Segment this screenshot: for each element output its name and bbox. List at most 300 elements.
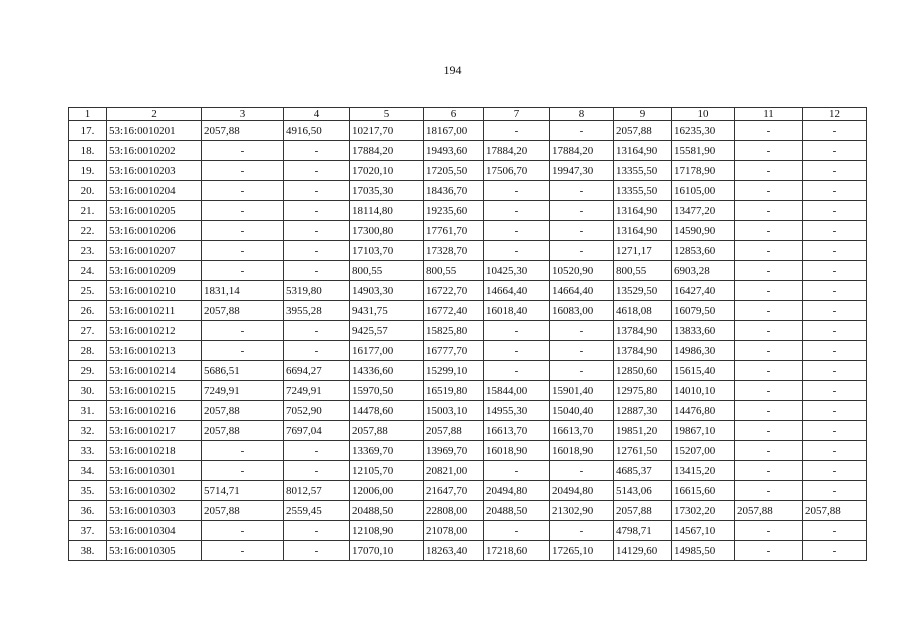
value-cell: 9431,75 bbox=[350, 301, 424, 321]
value-cell: - bbox=[550, 221, 614, 241]
table-row bbox=[69, 541, 867, 561]
value-cell: - bbox=[284, 181, 350, 201]
value-cell: - bbox=[284, 521, 350, 541]
cadastral-number-cell: 53:16:0010304 bbox=[107, 521, 202, 541]
table-row bbox=[69, 381, 867, 401]
value-cell: - bbox=[735, 221, 803, 241]
value-cell: - bbox=[803, 381, 867, 401]
value-cell: 2057,88 bbox=[803, 501, 867, 521]
value-cell: - bbox=[484, 221, 550, 241]
value-cell: - bbox=[550, 241, 614, 261]
value-cell: - bbox=[202, 441, 284, 461]
value-cell: - bbox=[735, 141, 803, 161]
column-header: 8 bbox=[550, 108, 614, 121]
value-cell: 5686,51 bbox=[202, 361, 284, 381]
value-cell: 14129,60 bbox=[614, 541, 672, 561]
value-cell: 18263,40 bbox=[424, 541, 484, 561]
value-cell: 7249,91 bbox=[202, 381, 284, 401]
value-cell: 19851,20 bbox=[614, 421, 672, 441]
value-cell: 19493,60 bbox=[424, 141, 484, 161]
table-row bbox=[69, 361, 867, 381]
value-cell: 13969,70 bbox=[424, 441, 484, 461]
value-cell: 6694,27 bbox=[284, 361, 350, 381]
cadastral-number-cell: 53:16:0010202 bbox=[107, 141, 202, 161]
value-cell: - bbox=[735, 421, 803, 441]
column-header: 5 bbox=[350, 108, 424, 121]
value-cell: - bbox=[735, 341, 803, 361]
value-cell: 13164,90 bbox=[614, 201, 672, 221]
value-cell: - bbox=[202, 201, 284, 221]
value-cell: 2057,88 bbox=[350, 421, 424, 441]
value-cell: 13164,90 bbox=[614, 221, 672, 241]
value-cell: 13784,90 bbox=[614, 321, 672, 341]
value-cell: 21302,90 bbox=[550, 501, 614, 521]
row-number-cell: 20. bbox=[69, 181, 107, 201]
value-cell: - bbox=[550, 521, 614, 541]
cadastral-number-cell: 53:16:0010210 bbox=[107, 281, 202, 301]
value-cell: 10520,90 bbox=[550, 261, 614, 281]
row-number-cell: 19. bbox=[69, 161, 107, 181]
value-cell: 17265,10 bbox=[550, 541, 614, 561]
value-cell: - bbox=[735, 121, 803, 141]
value-cell: 18114,80 bbox=[350, 201, 424, 221]
value-cell: - bbox=[803, 481, 867, 501]
value-cell: 2559,45 bbox=[284, 501, 350, 521]
value-cell: 16083,00 bbox=[550, 301, 614, 321]
value-cell: 12761,50 bbox=[614, 441, 672, 461]
value-cell: 7697,04 bbox=[284, 421, 350, 441]
value-cell: 13529,50 bbox=[614, 281, 672, 301]
row-number-cell: 22. bbox=[69, 221, 107, 241]
cadastral-number-cell: 53:16:0010213 bbox=[107, 341, 202, 361]
value-cell: 2057,88 bbox=[202, 421, 284, 441]
value-cell: - bbox=[735, 401, 803, 421]
value-cell: - bbox=[803, 241, 867, 261]
value-cell: - bbox=[803, 461, 867, 481]
value-cell: 19235,60 bbox=[424, 201, 484, 221]
cadastral-number-cell: 53:16:0010305 bbox=[107, 541, 202, 561]
row-number-cell: 23. bbox=[69, 241, 107, 261]
row-number-cell: 18. bbox=[69, 141, 107, 161]
table-row bbox=[69, 281, 867, 301]
table-header bbox=[69, 108, 867, 121]
value-cell: 13833,60 bbox=[672, 321, 735, 341]
row-number-cell: 34. bbox=[69, 461, 107, 481]
cadastral-number-cell: 53:16:0010301 bbox=[107, 461, 202, 481]
value-cell: 13784,90 bbox=[614, 341, 672, 361]
value-cell: 17205,50 bbox=[424, 161, 484, 181]
value-cell: - bbox=[735, 461, 803, 481]
header-row bbox=[69, 108, 867, 121]
value-cell: 17328,70 bbox=[424, 241, 484, 261]
column-header: 9 bbox=[614, 108, 672, 121]
cadastral-number-cell: 53:16:0010212 bbox=[107, 321, 202, 341]
value-cell: 19867,10 bbox=[672, 421, 735, 441]
value-cell: - bbox=[803, 221, 867, 241]
value-cell: - bbox=[803, 141, 867, 161]
value-cell: 9425,57 bbox=[350, 321, 424, 341]
value-cell: - bbox=[484, 361, 550, 381]
value-cell: 8012,57 bbox=[284, 481, 350, 501]
column-header: 7 bbox=[484, 108, 550, 121]
value-cell: 16018,40 bbox=[484, 301, 550, 321]
value-cell: 16613,70 bbox=[484, 421, 550, 441]
column-header: 11 bbox=[735, 108, 803, 121]
value-cell: - bbox=[202, 541, 284, 561]
value-cell: - bbox=[484, 461, 550, 481]
value-cell: 14010,10 bbox=[672, 381, 735, 401]
table-row bbox=[69, 401, 867, 421]
value-cell: - bbox=[735, 361, 803, 381]
value-cell: 17218,60 bbox=[484, 541, 550, 561]
value-cell: 16105,00 bbox=[672, 181, 735, 201]
value-cell: 14985,50 bbox=[672, 541, 735, 561]
table-row bbox=[69, 521, 867, 541]
value-cell: 18436,70 bbox=[424, 181, 484, 201]
cadastral-number-cell: 53:16:0010214 bbox=[107, 361, 202, 381]
value-cell: 6903,28 bbox=[672, 261, 735, 281]
value-cell: - bbox=[803, 161, 867, 181]
value-cell: 17103,70 bbox=[350, 241, 424, 261]
value-cell: - bbox=[202, 141, 284, 161]
value-cell: 5143,06 bbox=[614, 481, 672, 501]
value-cell: 12853,60 bbox=[672, 241, 735, 261]
value-cell: 16772,40 bbox=[424, 301, 484, 321]
table-row bbox=[69, 501, 867, 521]
value-cell: 17506,70 bbox=[484, 161, 550, 181]
value-cell: - bbox=[202, 341, 284, 361]
table-row bbox=[69, 121, 867, 141]
row-number-cell: 32. bbox=[69, 421, 107, 441]
value-cell: - bbox=[550, 181, 614, 201]
table-row bbox=[69, 261, 867, 281]
value-cell: 12887,30 bbox=[614, 401, 672, 421]
table-row bbox=[69, 481, 867, 501]
value-cell: - bbox=[202, 241, 284, 261]
cadastral-number-cell: 53:16:0010218 bbox=[107, 441, 202, 461]
value-cell: 3955,28 bbox=[284, 301, 350, 321]
cadastral-number-cell: 53:16:0010204 bbox=[107, 181, 202, 201]
value-cell: 15040,40 bbox=[550, 401, 614, 421]
value-cell: 17070,10 bbox=[350, 541, 424, 561]
value-cell: - bbox=[202, 261, 284, 281]
value-cell: 14664,40 bbox=[550, 281, 614, 301]
value-cell: 800,55 bbox=[614, 261, 672, 281]
value-cell: - bbox=[735, 241, 803, 261]
value-cell: - bbox=[550, 361, 614, 381]
value-cell: 19947,30 bbox=[550, 161, 614, 181]
table-row bbox=[69, 161, 867, 181]
row-number-cell: 27. bbox=[69, 321, 107, 341]
row-number-cell: 35. bbox=[69, 481, 107, 501]
value-cell: - bbox=[803, 281, 867, 301]
column-header: 3 bbox=[202, 108, 284, 121]
value-cell: - bbox=[284, 341, 350, 361]
value-cell: - bbox=[484, 321, 550, 341]
value-cell: - bbox=[484, 201, 550, 221]
table-row bbox=[69, 241, 867, 261]
value-cell: - bbox=[803, 361, 867, 381]
value-cell: 14986,30 bbox=[672, 341, 735, 361]
value-cell: 21078,00 bbox=[424, 521, 484, 541]
row-number-cell: 26. bbox=[69, 301, 107, 321]
table-row bbox=[69, 421, 867, 441]
value-cell: 18167,00 bbox=[424, 121, 484, 141]
value-cell: 13477,20 bbox=[672, 201, 735, 221]
value-cell: - bbox=[803, 521, 867, 541]
value-cell: - bbox=[803, 181, 867, 201]
value-cell: - bbox=[202, 221, 284, 241]
value-cell: - bbox=[284, 201, 350, 221]
table-row bbox=[69, 341, 867, 361]
row-number-cell: 17. bbox=[69, 121, 107, 141]
value-cell: 16079,50 bbox=[672, 301, 735, 321]
value-cell: - bbox=[550, 461, 614, 481]
value-cell: 13164,90 bbox=[614, 141, 672, 161]
value-cell: - bbox=[484, 241, 550, 261]
data-table bbox=[68, 107, 867, 561]
table-body bbox=[69, 121, 867, 561]
row-number-cell: 25. bbox=[69, 281, 107, 301]
value-cell: 17302,20 bbox=[672, 501, 735, 521]
value-cell: 14903,30 bbox=[350, 281, 424, 301]
value-cell: 2057,88 bbox=[614, 501, 672, 521]
table-row bbox=[69, 221, 867, 241]
value-cell: - bbox=[803, 121, 867, 141]
value-cell: - bbox=[735, 181, 803, 201]
value-cell: - bbox=[803, 201, 867, 221]
value-cell: 4685,37 bbox=[614, 461, 672, 481]
value-cell: 20494,80 bbox=[550, 481, 614, 501]
value-cell: - bbox=[284, 221, 350, 241]
cadastral-number-cell: 53:16:0010211 bbox=[107, 301, 202, 321]
value-cell: 14664,40 bbox=[484, 281, 550, 301]
value-cell: 16018,90 bbox=[484, 441, 550, 461]
value-cell: - bbox=[284, 261, 350, 281]
value-cell: 12006,00 bbox=[350, 481, 424, 501]
value-cell: - bbox=[803, 441, 867, 461]
cadastral-number-cell: 53:16:0010206 bbox=[107, 221, 202, 241]
value-cell: 13369,70 bbox=[350, 441, 424, 461]
value-cell: - bbox=[550, 341, 614, 361]
value-cell: - bbox=[735, 281, 803, 301]
table-row bbox=[69, 321, 867, 341]
value-cell: 15299,10 bbox=[424, 361, 484, 381]
value-cell: 15207,00 bbox=[672, 441, 735, 461]
value-cell: - bbox=[735, 301, 803, 321]
value-cell: 13355,50 bbox=[614, 181, 672, 201]
value-cell: 10217,70 bbox=[350, 121, 424, 141]
value-cell: 15003,10 bbox=[424, 401, 484, 421]
row-number-cell: 28. bbox=[69, 341, 107, 361]
row-number-cell: 37. bbox=[69, 521, 107, 541]
cadastral-number-cell: 53:16:0010302 bbox=[107, 481, 202, 501]
row-number-cell: 36. bbox=[69, 501, 107, 521]
column-header: 1 bbox=[69, 108, 107, 121]
value-cell: 14590,90 bbox=[672, 221, 735, 241]
value-cell: - bbox=[735, 521, 803, 541]
value-cell: 1271,17 bbox=[614, 241, 672, 261]
value-cell: 5714,71 bbox=[202, 481, 284, 501]
value-cell: 17020,10 bbox=[350, 161, 424, 181]
value-cell: 14955,30 bbox=[484, 401, 550, 421]
value-cell: 16722,70 bbox=[424, 281, 484, 301]
value-cell: - bbox=[550, 121, 614, 141]
value-cell: 17761,70 bbox=[424, 221, 484, 241]
value-cell: 13415,20 bbox=[672, 461, 735, 481]
value-cell: - bbox=[803, 401, 867, 421]
value-cell: - bbox=[202, 461, 284, 481]
cadastral-number-cell: 53:16:0010205 bbox=[107, 201, 202, 221]
value-cell: 17884,20 bbox=[484, 141, 550, 161]
value-cell: - bbox=[484, 341, 550, 361]
value-cell: 2057,88 bbox=[202, 121, 284, 141]
value-cell: - bbox=[735, 481, 803, 501]
row-number-cell: 30. bbox=[69, 381, 107, 401]
value-cell: 15970,50 bbox=[350, 381, 424, 401]
value-cell: 17884,20 bbox=[550, 141, 614, 161]
value-cell: 20494,80 bbox=[484, 481, 550, 501]
value-cell: - bbox=[735, 321, 803, 341]
row-number-cell: 33. bbox=[69, 441, 107, 461]
value-cell: - bbox=[284, 241, 350, 261]
value-cell: - bbox=[803, 301, 867, 321]
value-cell: - bbox=[735, 541, 803, 561]
value-cell: 21647,70 bbox=[424, 481, 484, 501]
value-cell: 14478,60 bbox=[350, 401, 424, 421]
value-cell: 2057,88 bbox=[202, 501, 284, 521]
value-cell: 2057,88 bbox=[614, 121, 672, 141]
value-cell: 13355,50 bbox=[614, 161, 672, 181]
value-cell: - bbox=[284, 321, 350, 341]
value-cell: - bbox=[735, 161, 803, 181]
value-cell: 16613,70 bbox=[550, 421, 614, 441]
value-cell: - bbox=[284, 461, 350, 481]
cadastral-number-cell: 53:16:0010203 bbox=[107, 161, 202, 181]
value-cell: 16777,70 bbox=[424, 341, 484, 361]
value-cell: - bbox=[803, 321, 867, 341]
value-cell: 4798,71 bbox=[614, 521, 672, 541]
value-cell: 15581,90 bbox=[672, 141, 735, 161]
column-header: 12 bbox=[803, 108, 867, 121]
value-cell: 14336,60 bbox=[350, 361, 424, 381]
value-cell: 16018,90 bbox=[550, 441, 614, 461]
value-cell: 17884,20 bbox=[350, 141, 424, 161]
value-cell: 4618,08 bbox=[614, 301, 672, 321]
cadastral-number-cell: 53:16:0010207 bbox=[107, 241, 202, 261]
value-cell: 2057,88 bbox=[202, 301, 284, 321]
value-cell: 15825,80 bbox=[424, 321, 484, 341]
cadastral-number-cell: 53:16:0010303 bbox=[107, 501, 202, 521]
value-cell: - bbox=[484, 521, 550, 541]
column-header: 10 bbox=[672, 108, 735, 121]
value-cell: 2057,88 bbox=[424, 421, 484, 441]
value-cell: 800,55 bbox=[350, 261, 424, 281]
cadastral-number-cell: 53:16:0010209 bbox=[107, 261, 202, 281]
value-cell: - bbox=[803, 341, 867, 361]
value-cell: 15615,40 bbox=[672, 361, 735, 381]
table-row bbox=[69, 201, 867, 221]
value-cell: - bbox=[202, 181, 284, 201]
value-cell: - bbox=[803, 261, 867, 281]
table-row bbox=[69, 141, 867, 161]
value-cell: 17300,80 bbox=[350, 221, 424, 241]
value-cell: 16235,30 bbox=[672, 121, 735, 141]
cadastral-number-cell: 53:16:0010217 bbox=[107, 421, 202, 441]
value-cell: - bbox=[284, 541, 350, 561]
value-cell: 800,55 bbox=[424, 261, 484, 281]
value-cell: - bbox=[202, 521, 284, 541]
column-header: 4 bbox=[284, 108, 350, 121]
value-cell: - bbox=[735, 381, 803, 401]
value-cell: 16427,40 bbox=[672, 281, 735, 301]
value-cell: - bbox=[550, 201, 614, 221]
value-cell: - bbox=[202, 321, 284, 341]
value-cell: 20821,00 bbox=[424, 461, 484, 481]
column-header: 2 bbox=[107, 108, 202, 121]
column-header: 6 bbox=[424, 108, 484, 121]
value-cell: 16177,00 bbox=[350, 341, 424, 361]
value-cell: - bbox=[550, 321, 614, 341]
value-cell: 10425,30 bbox=[484, 261, 550, 281]
table-row bbox=[69, 441, 867, 461]
value-cell: 2057,88 bbox=[202, 401, 284, 421]
page-number: 194 bbox=[443, 63, 462, 77]
value-cell: 1831,14 bbox=[202, 281, 284, 301]
value-cell: - bbox=[735, 261, 803, 281]
table-row bbox=[69, 461, 867, 481]
value-cell: 14567,10 bbox=[672, 521, 735, 541]
row-number-cell: 31. bbox=[69, 401, 107, 421]
value-cell: 4916,50 bbox=[284, 121, 350, 141]
value-cell: 2057,88 bbox=[735, 501, 803, 521]
cadastral-number-cell: 53:16:0010216 bbox=[107, 401, 202, 421]
row-number-cell: 29. bbox=[69, 361, 107, 381]
value-cell: - bbox=[484, 181, 550, 201]
value-cell: - bbox=[284, 161, 350, 181]
value-cell: 14476,80 bbox=[672, 401, 735, 421]
value-cell: 12108,90 bbox=[350, 521, 424, 541]
table-row bbox=[69, 181, 867, 201]
value-cell: 20488,50 bbox=[350, 501, 424, 521]
value-cell: 17178,90 bbox=[672, 161, 735, 181]
value-cell: - bbox=[803, 541, 867, 561]
value-cell: 20488,50 bbox=[484, 501, 550, 521]
row-number-cell: 21. bbox=[69, 201, 107, 221]
value-cell: - bbox=[484, 121, 550, 141]
value-cell: - bbox=[803, 421, 867, 441]
value-cell: 22808,00 bbox=[424, 501, 484, 521]
value-cell: 7052,90 bbox=[284, 401, 350, 421]
value-cell: 12105,70 bbox=[350, 461, 424, 481]
cadastral-number-cell: 53:16:0010215 bbox=[107, 381, 202, 401]
value-cell: 17035,30 bbox=[350, 181, 424, 201]
cadastral-number-cell: 53:16:0010201 bbox=[107, 121, 202, 141]
value-cell: - bbox=[284, 141, 350, 161]
value-cell: 7249,91 bbox=[284, 381, 350, 401]
value-cell: - bbox=[202, 161, 284, 181]
value-cell: - bbox=[735, 201, 803, 221]
table-row bbox=[69, 301, 867, 321]
value-cell: - bbox=[735, 441, 803, 461]
value-cell: 16519,80 bbox=[424, 381, 484, 401]
row-number-cell: 38. bbox=[69, 541, 107, 561]
value-cell: - bbox=[284, 441, 350, 461]
row-number-cell: 24. bbox=[69, 261, 107, 281]
value-cell: 5319,80 bbox=[284, 281, 350, 301]
value-cell: 12975,80 bbox=[614, 381, 672, 401]
value-cell: 16615,60 bbox=[672, 481, 735, 501]
